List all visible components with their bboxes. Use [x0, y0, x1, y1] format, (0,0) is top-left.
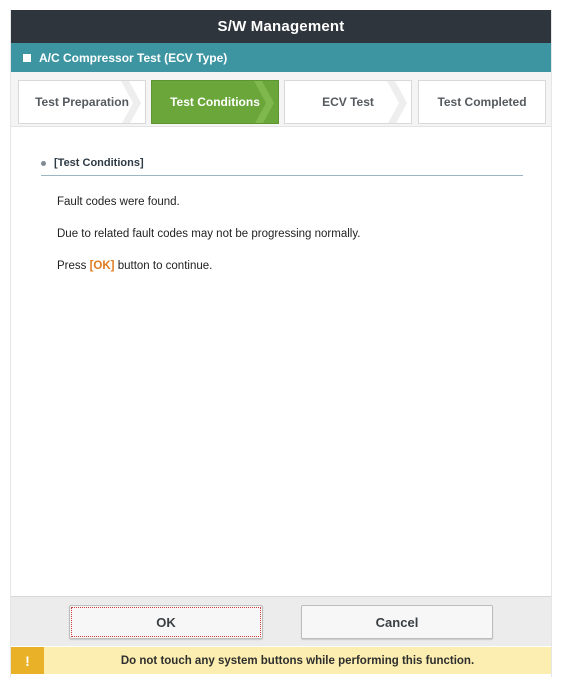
content-area — [11, 127, 551, 597]
warning-bar — [11, 647, 551, 674]
sw-management-window — [10, 10, 552, 677]
cancel-button[interactable]: Cancel — [301, 605, 493, 639]
step-test-conditions[interactable]: Test Conditions — [151, 80, 279, 124]
window-title: S/W Management — [11, 10, 551, 43]
section-title: [Test Conditions] — [54, 157, 144, 169]
step-ecv-test[interactable]: ECV Test — [284, 80, 412, 124]
bullet-icon — [41, 161, 46, 166]
ok-button[interactable]: OK — [69, 605, 263, 639]
test-title: A/C Compressor Test (ECV Type) — [39, 50, 228, 65]
step-progress — [11, 72, 551, 127]
step-test-preparation[interactable]: Test Preparation — [18, 80, 146, 124]
button-bar — [11, 596, 551, 646]
warning-icon: ! — [11, 647, 44, 674]
square-bullet-icon — [23, 54, 31, 62]
ok-highlight: [OK] — [89, 260, 115, 272]
message-press-ok — [57, 260, 521, 272]
warning-text: Do not touch any system buttons while performing this function. — [120, 654, 475, 667]
message-fault-codes: Fault codes were found. — [57, 196, 180, 208]
step-test-completed[interactable]: Test Completed — [418, 80, 546, 124]
press-suffix: button to continue. — [114, 260, 213, 272]
chevron-right-icon — [387, 81, 407, 124]
test-header — [11, 43, 551, 72]
message-related-fault: Due to related fault codes may not be progressing normally. — [57, 228, 361, 240]
press-prefix: Press — [57, 260, 90, 272]
section-heading — [41, 157, 523, 176]
